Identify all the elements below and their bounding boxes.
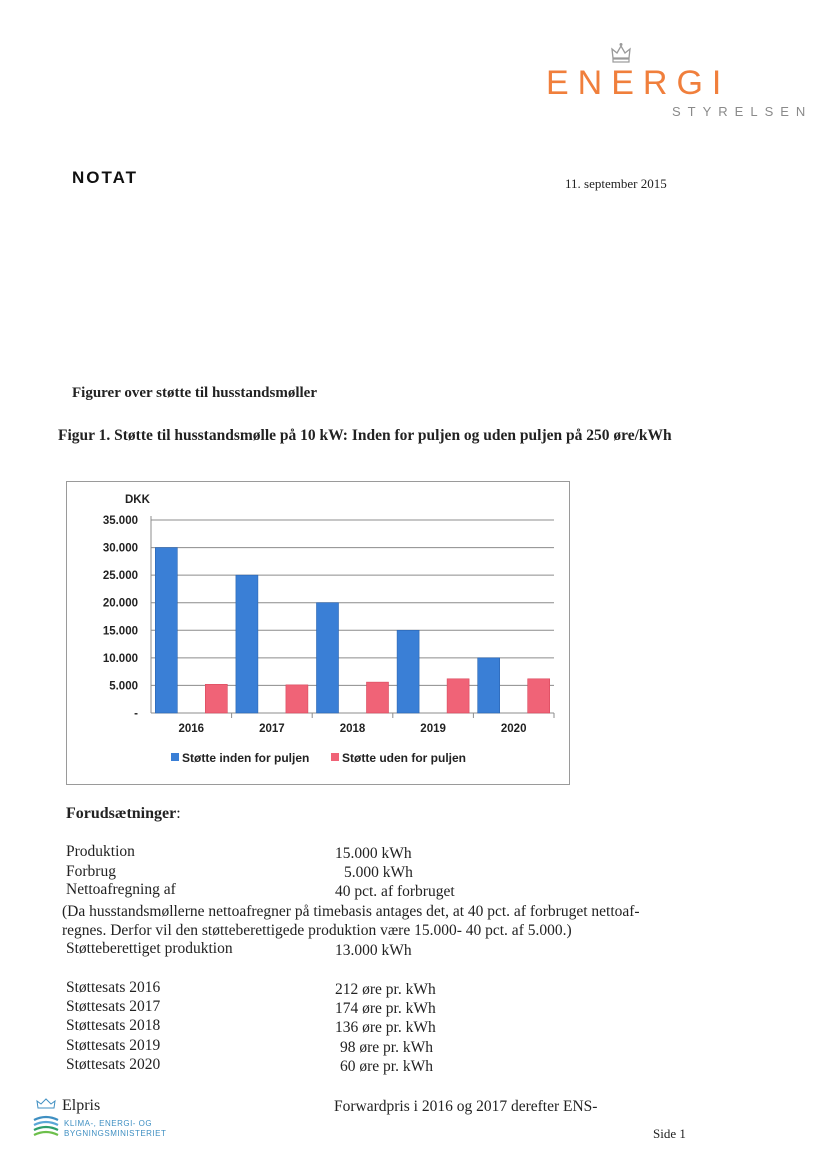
assumption-label: Produktion xyxy=(66,843,135,860)
logo-word: ENERGI xyxy=(546,64,731,102)
assumption-label: Nettoafregning af xyxy=(66,881,176,898)
assumption-label: Forbrug xyxy=(66,863,116,880)
bar-outside-pool xyxy=(205,684,227,713)
logo-subtitle: STYRELSEN xyxy=(672,104,813,119)
bar-inside-pool xyxy=(155,548,177,713)
y-axis-label: DKK xyxy=(125,494,150,506)
rate-value: 174 øre pr. kWh xyxy=(335,1000,436,1017)
ministry-name-line: KLIMA-, ENERGI- OG xyxy=(64,1119,153,1128)
y-tick-label: 5.000 xyxy=(109,680,138,693)
rate-value: 98 øre pr. kWh xyxy=(340,1039,433,1056)
assumption-value: 5.000 kWh xyxy=(344,864,413,881)
rate-value: 136 øre pr. kWh xyxy=(335,1019,436,1036)
rate-label: Støttesats 2018 xyxy=(66,1017,161,1034)
rate-value: 60 øre pr. kWh xyxy=(340,1058,433,1075)
document-type-title: NOTAT xyxy=(72,168,139,187)
energistyrelsen-logo xyxy=(540,42,813,122)
rate-value: 212 øre pr. kWh xyxy=(335,981,436,998)
assumption-note-line: (Da husstandsmøllerne nettoafregner på timebasis antages det, at 40 pct. af forbruget nettoaf- xyxy=(62,903,640,920)
assumption-value: 40 pct. af forbruget xyxy=(335,883,455,900)
bar-outside-pool xyxy=(528,679,550,713)
legend-label: Støtte inden for puljen xyxy=(182,751,310,765)
bar-inside-pool xyxy=(397,630,419,713)
section-heading: Figurer over støtte til husstandsmøller xyxy=(72,385,317,401)
eligible-production-value: 13.000 kWh xyxy=(335,942,412,959)
bar-inside-pool xyxy=(478,658,500,713)
rate-label: Støttesats 2019 xyxy=(66,1037,161,1054)
ministry-name-line: BYGNINGSMINISTERIET xyxy=(64,1129,167,1138)
y-tick-label: 25.000 xyxy=(102,570,138,583)
legend-swatch xyxy=(171,753,179,761)
y-tick-label: 30.000 xyxy=(102,542,138,555)
elpris-value: Forwardpris i 2016 og 2017 derefter ENS- xyxy=(334,1098,598,1115)
x-tick-label: 2020 xyxy=(500,723,527,735)
x-tick-label: 2016 xyxy=(178,723,205,735)
bar-outside-pool xyxy=(286,685,308,713)
bar-outside-pool xyxy=(447,679,469,713)
eligible-production-label: Støtteberettiget produktion xyxy=(66,940,233,957)
rate-label: Støttesats 2016 xyxy=(66,979,161,996)
assumption-note-line: regnes. Derfor vil den støtteberettigede produktion være 15.000- 40 pct. af 5.000.) xyxy=(62,922,572,939)
assumptions-title-text: Forudsætninger xyxy=(66,805,177,822)
elpris-label: Elpris xyxy=(62,1097,101,1114)
crown-icon xyxy=(610,42,632,64)
page-number: Side 1 xyxy=(653,1126,686,1141)
document-date: 11. september 2015 xyxy=(565,176,667,191)
legend-label: Støtte uden for puljen xyxy=(342,751,466,765)
x-tick-label: 2018 xyxy=(339,723,366,735)
figure-caption: Figur 1. Støtte til husstandsmølle på 10 kW: Inden for puljen og uden puljen på 250 øre/kWh xyxy=(58,427,672,444)
y-tick-label: 35.000 xyxy=(102,515,138,527)
x-tick-label: 2019 xyxy=(420,723,446,735)
x-tick-label: 2017 xyxy=(259,723,285,735)
assumptions-title-colon: : xyxy=(176,805,181,822)
ministry-emblem-icon xyxy=(32,1098,60,1142)
y-tick-label: 15.000 xyxy=(102,625,138,638)
assumption-value: 15.000 kWh xyxy=(335,845,412,862)
bar-chart-canvas xyxy=(67,482,569,784)
bar-outside-pool xyxy=(367,682,389,713)
bar-inside-pool xyxy=(236,575,258,713)
assumptions-title xyxy=(66,805,181,823)
bar-inside-pool xyxy=(317,603,339,713)
y-tick-label: - xyxy=(134,708,138,720)
rate-label: Støttesats 2020 xyxy=(66,1056,161,1073)
bar-chart xyxy=(66,481,570,785)
legend-swatch xyxy=(331,753,339,761)
rate-label: Støttesats 2017 xyxy=(66,998,161,1015)
y-tick-label: 20.000 xyxy=(102,597,138,610)
y-tick-label: 10.000 xyxy=(102,652,138,665)
